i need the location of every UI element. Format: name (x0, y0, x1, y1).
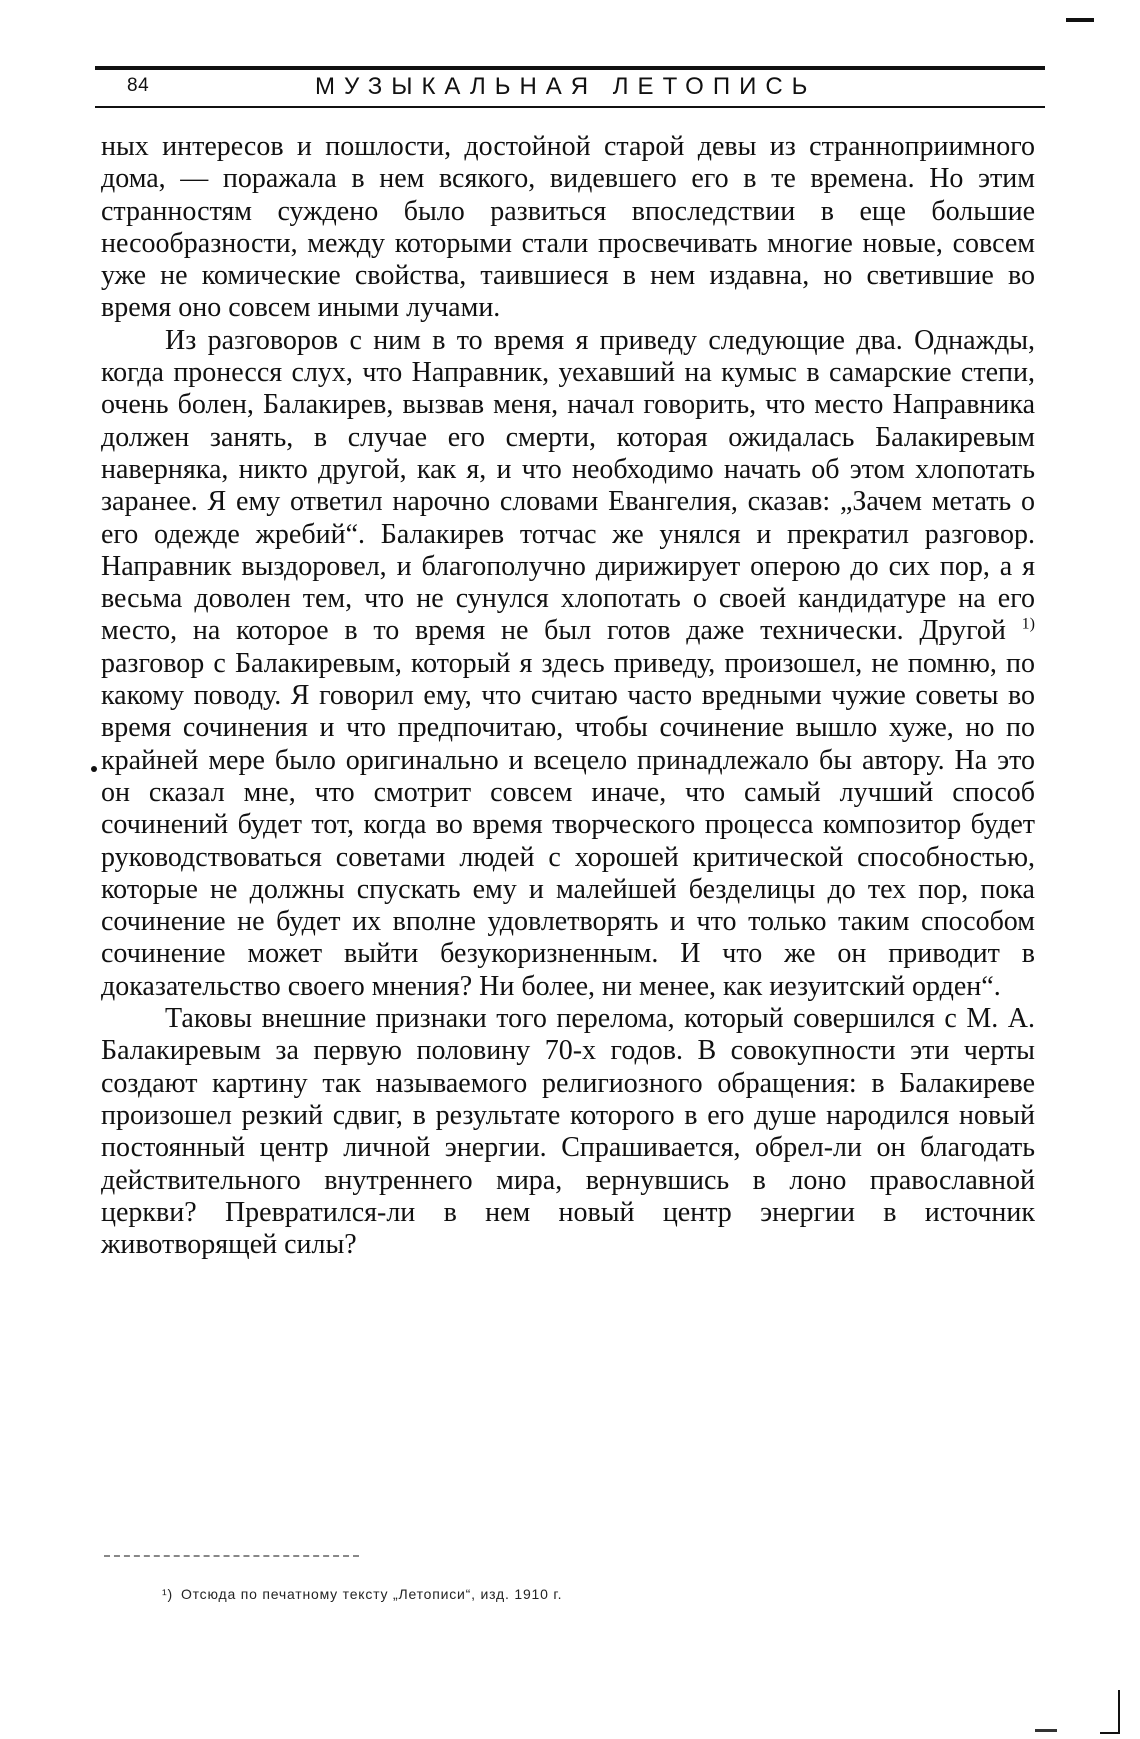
scan-corner-dash (1035, 1729, 1057, 1732)
body-text (101, 131, 1035, 1261)
footnote-mark: ¹) (162, 1586, 173, 1602)
paragraph-2-text: Из разговоров с ним в то время я приведу следующие два. Однажды, когда пронесся слух, что Направник, уехавший на кумыс в самарские степи, очень болен, Балакирев, вызвав меня, начал говорить, что место Направника должен занять, в случае его смерти, которая ожидалась Балакиревым наверняка, никто другой, как я, и что необходимо начать об этом хлопотать заранее. Я ему ответил нарочно словами Евангелия, сказав: „Зачем метать о его одежде жребий“. Балакирев тотчас же унялся и прекратил разговор. Направник выздоровел, и благополучно дирижирует оперою до сих пор, а я весьма доволен тем, что не сунулся хлопотать о своей кандидатуре на его место, на которое в то время не был готов даже технически. Другой (101, 324, 1035, 647)
margin-bullet (91, 766, 97, 772)
header-rule-top (95, 66, 1045, 70)
paragraph-2 (101, 325, 1035, 1003)
footnote (162, 1586, 562, 1602)
paragraph-1: ных интересов и пошлости, достойной старой девы из странноприимного дома, — поражала в нем всякого, видевшего его в те времена. Но этим странностям суждено было развиться впоследствии в еще большие несообразности, между которыми стали просвечивать многие новые, совсем уже не комические свойства, таившиеся в нем издавна, но светившие во время оно совсем иными лучами. (101, 131, 1035, 324)
scan-corner-mark (1100, 1690, 1120, 1734)
footnote-text: Отсюда по печатному тексту „Летописи“, изд. 1910 г. (180, 1586, 563, 1602)
paragraph-2-continuation: разговор с Балакиревым, который я здесь приведу, произошел, не помню, по какому поводу. Я говорил ему, что считаю часто вредными чужие советы во время сочинения и что предпочитаю, чтобы сочинение вышло хуже, но по крайней мере было оригинально и всецело принадлежало бы автору. На это он сказал мне, что смотрит совсем иначе, что самый лучший способ сочинений будет тот, когда во время творческого процесса композитор будет руководствоваться советами людей с хорошей критической способностью, которые не должны спускать ему и малейшей безделицы до тех пор, пока сочинение не будет их вполне удовлетворять и что только таким способом сочинение может выйти безукоризненным. И что же он приводит в доказательство своего мнения? Ни более, ни менее, как иезуитский орден“. (101, 647, 1035, 1002)
paragraph-3: Таковы внешние признаки того перелома, который совершился с М. А. Балакиревым за первую половину 70-х годов. В совокупности эти черты создают картину так называемого религиозного обращения: в Балакиреве произошел резкий сдвиг, в результате которого в его душе народился новый постоянный центр личной энергии. Спрашивается, обрел-ли он благодать действительного внутреннего мира, вернувшись в лоно православной церкви? Превратился-ли в нем новый центр энергии в источник животворящей силы? (101, 1003, 1035, 1261)
page-number: 84 (127, 75, 150, 96)
running-title: МУЗЫКАЛЬНАЯ ЛЕТОПИСЬ (315, 73, 817, 100)
footnote-separator (104, 1555, 359, 1557)
page-header (95, 66, 1045, 111)
scan-edge-mark (1066, 18, 1094, 22)
header-rule-bottom (95, 106, 1045, 108)
footnote-reference: 1) (1021, 616, 1035, 634)
